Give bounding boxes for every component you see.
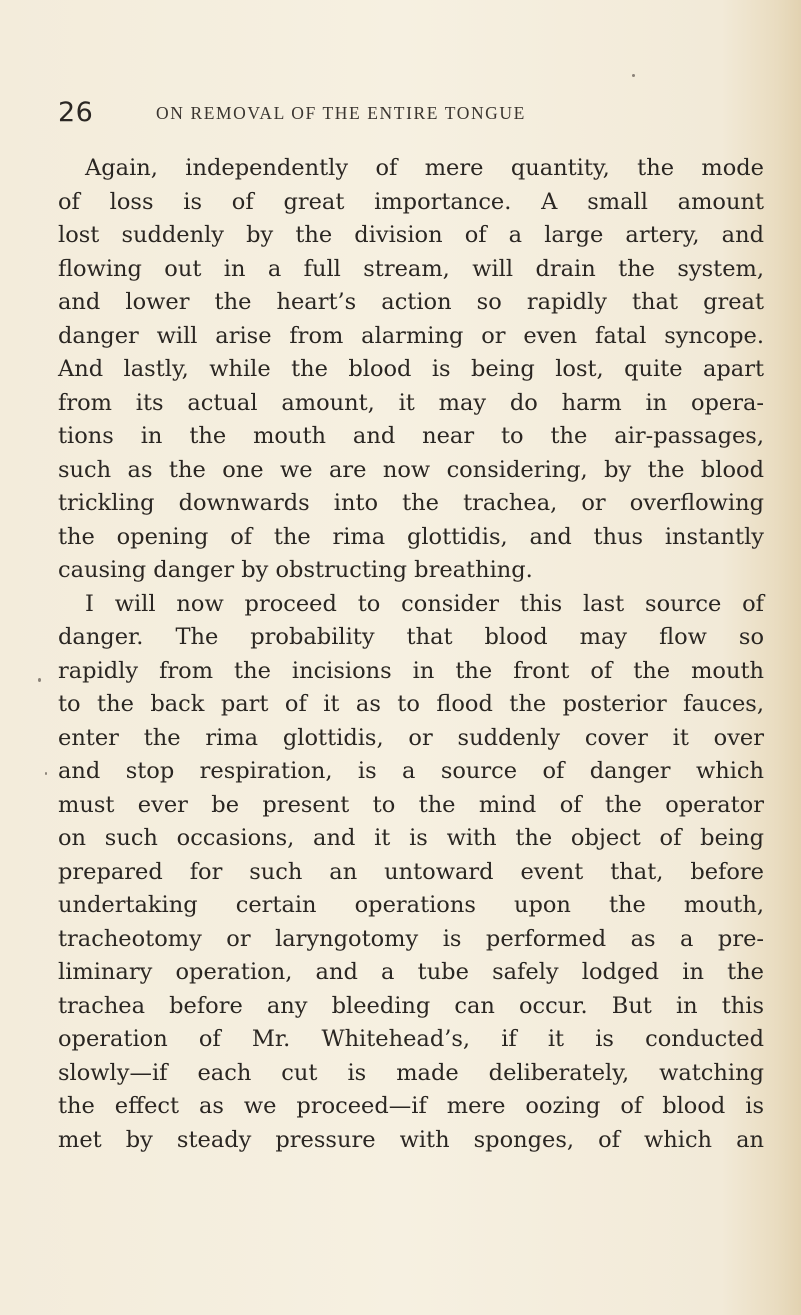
text-line: on such occasions, and it is with the object of being bbox=[58, 825, 764, 851]
text-line: enter the rima glottidis, or suddenly cover it over bbox=[58, 724, 764, 751]
text-line: of loss is of great importance. A small amount bbox=[58, 188, 764, 215]
text-line: And lastly, while the blood is being lost, quite apart bbox=[58, 356, 764, 382]
text-line: undertaking certain operations upon the mouth, bbox=[58, 892, 764, 918]
text-line: I will now proceed to consider this last source of bbox=[85, 590, 764, 617]
paper-speck bbox=[45, 772, 47, 775]
text-line: danger. The probability that blood may flow so bbox=[58, 624, 764, 650]
text-line: operation of Mr. Whitehead’s, if it is conducted bbox=[58, 1026, 764, 1052]
text-line: slowly—if each cut is made deliberately, watching bbox=[58, 1059, 764, 1086]
page-header bbox=[58, 97, 758, 137]
text-line: lost suddenly by the division of a large artery, and bbox=[58, 222, 764, 248]
text-line: to the back part of it as to flood the posterior fauces, bbox=[58, 691, 764, 717]
text-line: Again, independently of mere quantity, the mode bbox=[85, 155, 764, 181]
text-line: and stop respiration, is a source of danger which bbox=[58, 758, 764, 784]
text-line: flowing out in a full stream, will drain the system, bbox=[58, 255, 764, 282]
page-number: 26 bbox=[58, 97, 94, 128]
running-title: ON REMOVAL OF THE ENTIRE TONGUE bbox=[156, 103, 526, 123]
text-line: liminary operation, and a tube safely lodged in the bbox=[58, 959, 764, 985]
text-line: causing danger by obstructing breathing. bbox=[58, 557, 533, 583]
body-text bbox=[58, 152, 764, 1157]
text-line: such as the one we are now considering, by the blood bbox=[58, 456, 764, 483]
text-line: the effect as we proceed—if mere oozing of blood is bbox=[58, 1093, 764, 1119]
text-line: the opening of the rima glottidis, and thus instantly bbox=[58, 523, 764, 550]
text-line: rapidly from the incisions in the front of the mouth bbox=[58, 657, 764, 684]
text-line: from its actual amount, it may do harm in opera- bbox=[58, 389, 764, 416]
text-line: tions in the mouth and near to the air-passages, bbox=[58, 423, 764, 449]
paper-speck bbox=[632, 74, 635, 77]
paper-speck bbox=[38, 678, 41, 682]
text-line: trachea before any bleeding can occur. But in this bbox=[58, 992, 764, 1019]
text-line: met by steady pressure with sponges, of which an bbox=[58, 1126, 764, 1153]
text-line: trickling downwards into the trachea, or overflowing bbox=[58, 490, 764, 516]
text-line: prepared for such an untoward event that, before bbox=[58, 858, 764, 885]
text-line: and lower the heart’s action so rapidly that great bbox=[58, 289, 764, 315]
text-line: must ever be present to the mind of the operator bbox=[58, 791, 764, 818]
text-line: tracheotomy or laryngotomy is performed as a pre- bbox=[58, 925, 764, 952]
text-line: danger will arise from alarming or even fatal syncope. bbox=[58, 322, 764, 349]
